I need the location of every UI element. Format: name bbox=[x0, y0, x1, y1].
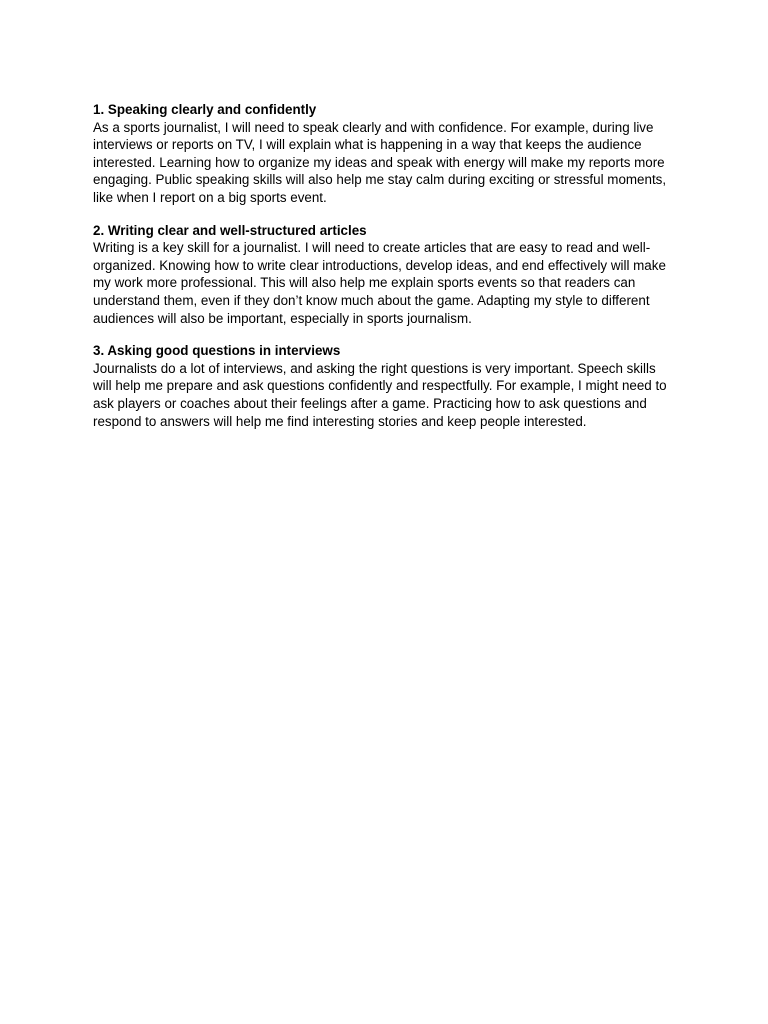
section-interviews bbox=[93, 342, 673, 430]
section-heading: 1. Speaking clearly and confidently bbox=[93, 102, 317, 117]
section-paragraph: As a sports journalist, I will need to speak clearly and with confidence. For example, during live interviews or reports on TV, I will explain what is happening in a way that keeps the audience interested. Learning how to organize my ideas and speak with energy will make my reports more engaging. Public speaking skills will also help me stay calm during exciting or stressful moments, like when I report on a big sports event. bbox=[93, 119, 667, 205]
section-writing bbox=[93, 222, 673, 328]
document-content bbox=[93, 101, 673, 445]
section-heading: 3. Asking good questions in interviews bbox=[93, 343, 341, 359]
section-heading: 2. Writing clear and well-structured articles bbox=[93, 222, 367, 238]
section-paragraph: Journalists do a lot of interviews, and asking the right questions is very important. Speech skills will help me prepare and ask questions confidently and respectfully. For example, I might need to ask players or coaches about their feelings after a game. Practicing how to ask questions and respond to answers will help me find interesting stories and keep people interested. bbox=[93, 360, 667, 429]
section-speaking bbox=[93, 101, 673, 207]
section-paragraph: Writing is a key skill for a journalist. I will need to create articles that are easy to read and well-organized. Knowing how to write clear introductions, develop ideas, and end effectively will make my work more professional. This will also help me explain sports events so that readers can understand them, even if they don’t know much about the game. Adapting my style to different audiences will also be important, especially in sports journalism. bbox=[93, 240, 666, 326]
